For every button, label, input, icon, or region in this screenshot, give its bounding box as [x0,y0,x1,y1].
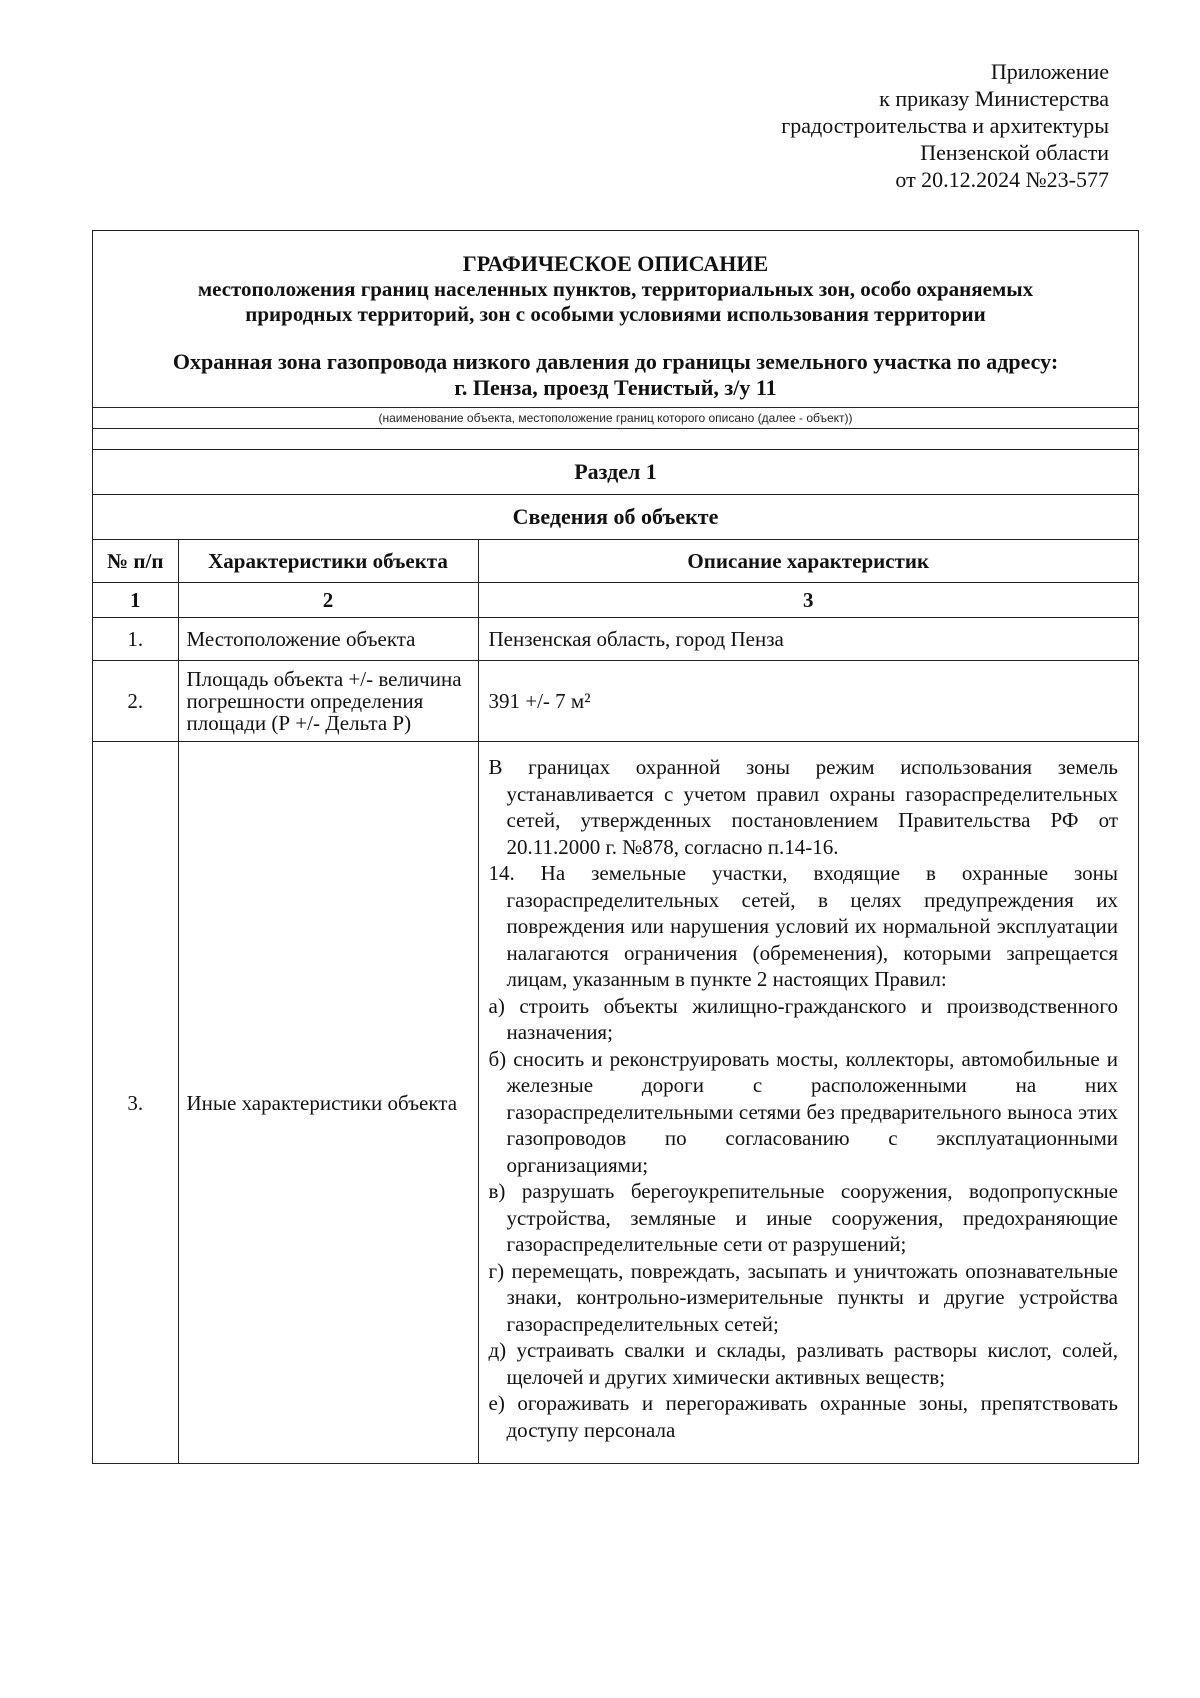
header-number: № п/п [93,540,178,583]
table-row [93,618,1138,661]
object-name-line-1: Охранная зона газопровода низкого давления до границы земельного участка по адресу: [172,349,1059,374]
spacer-row [93,428,1138,449]
restriction-item-e: е) огораживать и перегораживать охранные зоны, препятствовать доступу персонала [488,1391,1118,1442]
restriction-paragraph-14: 14. На земельные участки, входящие в охранные зоны газораспределительных сетей, в целях предупреждения их повреждения или нарушения условий их нормальной эксплуатации налагаются ограничения (обременения), которыми запрещается лицам, указанным в пункте 2 настоящих Правил: [488,861,1118,991]
row-number: 1. [93,618,178,661]
restriction-item-b: б) сносить и реконструировать мосты, коллекторы, автомобильные и железные дороги с расположенными на них газораспределительными сетями без предварительного выноса этих газопроводов по согласованию с эксплуатационными организациями; [488,1046,1118,1177]
row-characteristic: Площадь объекта +/- величина погрешности определения площади (Р +/- Дельта Р) [178,661,478,742]
row-characteristic: Местоположение объекта [178,618,478,661]
appendix-line-3: градостроительства и архитектуры [781,113,1109,138]
restriction-paragraph-intro: В границах охранной зоны режим использования земель устанавливается с учетом правил охраны газораспределительных сетей, утвержденных постановлением Правительства РФ от 20.11.2000 г. №878, согласно п.14-16. [488,755,1118,859]
restriction-item-a: а) строить объекты жилищно-гражданского и производственного назначения; [488,993,1118,1044]
table-row [93,661,1138,742]
restriction-item-v: в) разрушать берегоукрепительные сооружения, водопропускные устройства, земляные и иные сооружения, предохраняющие газораспределительные сети от разрушений; [488,1179,1118,1256]
row-description: Пензенская область, город Пенза [478,618,1138,661]
header-description: Описание характеристик [478,540,1138,583]
row-number: 2. [93,661,178,742]
title-block [93,231,1138,407]
row-description [478,742,1138,1464]
appendix-line-1: Приложение [990,59,1109,84]
header-characteristic: Характеристики объекта [178,540,478,583]
appendix-block [781,58,1109,193]
table-row [93,742,1138,1464]
object-info-table [93,539,1138,1463]
column-number-2: 2 [178,583,478,618]
document-subtitle-line-1: местоположения границ населенных пунктов, территориальных зон, особо охраняемых [197,277,1034,301]
object-hint: (наименование объекта, местоположение границ которого описано (далее - объект)) [93,407,1138,428]
row-description: 391 +/- 7 м² [478,661,1138,742]
appendix-line-5: от 20.12.2024 №23-577 [895,167,1109,192]
object-name-line-2: г. Пенза, проезд Тенистый, з/у 11 [454,375,777,400]
column-number-3: 3 [478,583,1138,618]
column-number-row [93,583,1138,618]
restriction-item-g: г) перемещать, повреждать, засыпать и уничтожать опознавательные знаки, контрольно-измерительные пункты и другие устройства газораспределительных сетей; [488,1258,1118,1336]
column-number-1: 1 [93,583,178,618]
table-header-row [93,540,1138,583]
row-number: 3. [93,742,178,1464]
appendix-line-4: Пензенской области [920,140,1109,165]
section-title: Раздел 1 [93,449,1138,494]
document-title: ГРАФИЧЕСКОЕ ОПИСАНИЕ [462,251,769,276]
appendix-line-2: к приказу Министерства [879,86,1109,111]
restriction-item-d: д) устраивать свалки и склады, разливать растворы кислот, солей, щелочей и других химически активных веществ; [488,1338,1118,1389]
document-subtitle-line-2: природных территорий, зон с особыми условиями использования территории [245,302,986,326]
row-characteristic: Иные характеристики объекта [178,742,478,1464]
section-subtitle: Сведения об объекте [93,494,1138,539]
description-frame [92,230,1139,1464]
